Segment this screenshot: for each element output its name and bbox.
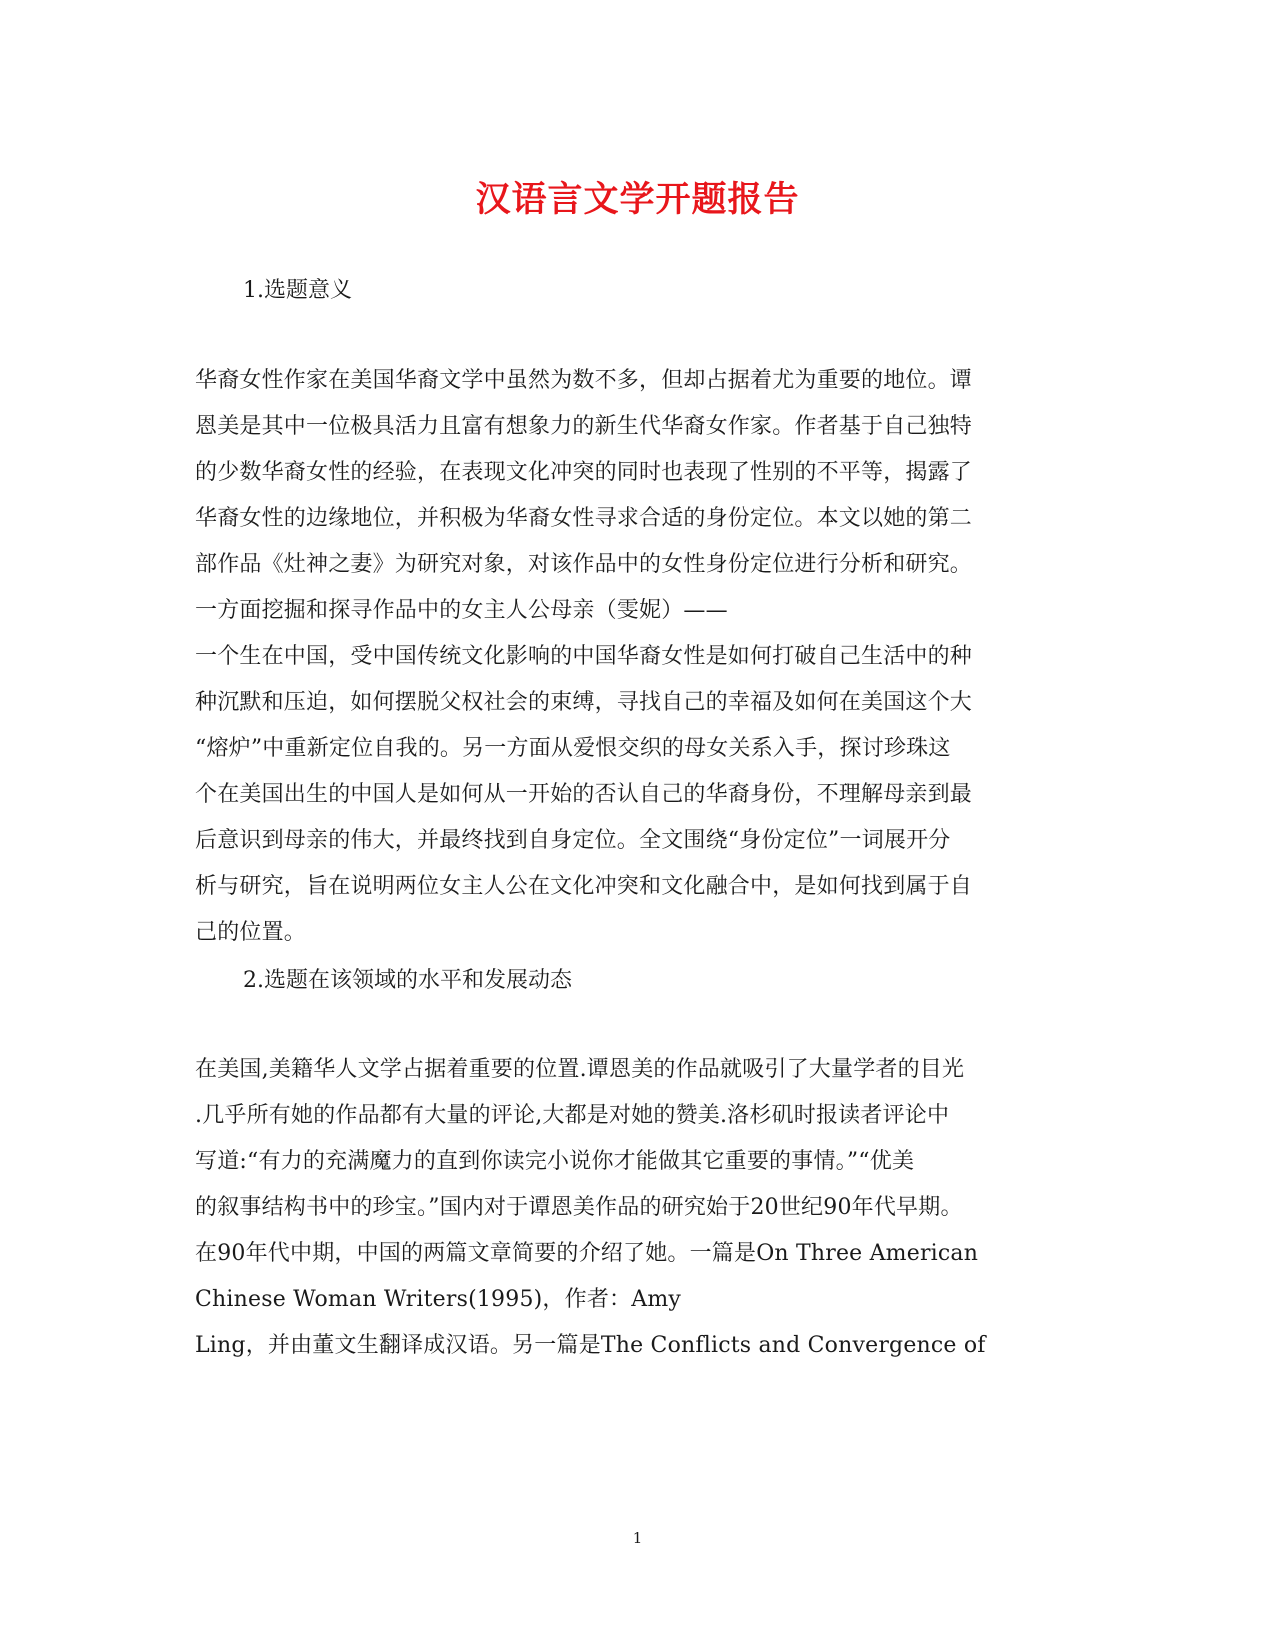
page-number: 1 xyxy=(632,1529,643,1547)
paragraph-line: 一个生在中国，受中国传统文化影响的中国华裔女性是如何打破自己生活中的种 xyxy=(195,644,973,669)
paragraph-line: 后意识到母亲的伟大，并最终找到自身定位。全文围绕“身份定位”一词展开分 xyxy=(195,828,951,853)
paragraph-line: “熔炉”中重新定位自我的。另一方面从爱恨交织的母女关系入手，探讨珍珠这 xyxy=(195,736,951,761)
document-title: 汉语言文学开题报告 xyxy=(475,179,800,220)
paragraph-line: 的少数华裔女性的经验，在表现文化冲突的同时也表现了性别的不平等，揭露了 xyxy=(195,460,973,485)
paragraph-line: .几乎所有她的作品都有大量的评论,大都是对她的赞美.洛杉矶时报读者评论中 xyxy=(195,1103,950,1128)
paragraph-line: 华裔女性作家在美国华裔文学中虽然为数不多，但却占据着尤为重要的地位。谭 xyxy=(195,368,973,393)
section-1-heading: 1.选题意义 xyxy=(243,278,352,303)
paragraph-line: 在90年代中期，中国的两篇文章简要的介绍了她。一篇是On Three American xyxy=(195,1241,979,1266)
paragraph-line: Ling，并由董文生翻译成汉语。另一篇是The Conflicts and Convergence of xyxy=(195,1333,986,1358)
paragraph-line: 华裔女性的边缘地位，并积极为华裔女性寻求合适的身份定位。本文以她的第二 xyxy=(195,506,973,531)
paragraph-line: 写道:“有力的充满魔力的直到你读完小说你才能做其它重要的事情。”“优美 xyxy=(195,1149,915,1174)
paragraph-line: 种沉默和压迫，如何摆脱父权社会的束缚，寻找自己的幸福及如何在美国这个大 xyxy=(195,690,973,715)
paragraph-line: 在美国,美籍华人文学占据着重要的位置.谭恩美的作品就吸引了大量学者的目光 xyxy=(195,1057,965,1082)
paragraph-line: 己的位置。 xyxy=(195,920,307,945)
paragraph-line: 恩美是其中一位极具活力且富有想象力的新生代华裔女作家。作者基于自己独特 xyxy=(195,414,973,439)
section-2-heading: 2.选题在该领域的水平和发展动态 xyxy=(243,968,572,993)
paragraph-line: 的叙事结构书中的珍宝。”国内对于谭恩美作品的研究始于20世纪90年代早期。 xyxy=(195,1195,963,1220)
paragraph-line: 析与研究，旨在说明两位女主人公在文化冲突和文化融合中，是如何找到属于自 xyxy=(195,874,973,899)
paragraph-line: 部作品《灶神之妻》为研究对象，对该作品中的女性身份定位进行分析和研究。 xyxy=(195,552,973,577)
paragraph-line: 个在美国出生的中国人是如何从一开始的否认自己的华裔身份，不理解母亲到最 xyxy=(195,782,973,807)
paragraph-line: 一方面挖掘和探寻作品中的女主人公母亲（雯妮）—— xyxy=(195,598,728,623)
paragraph-line: Chinese Woman Writers(1995)，作者：Amy xyxy=(195,1287,682,1312)
